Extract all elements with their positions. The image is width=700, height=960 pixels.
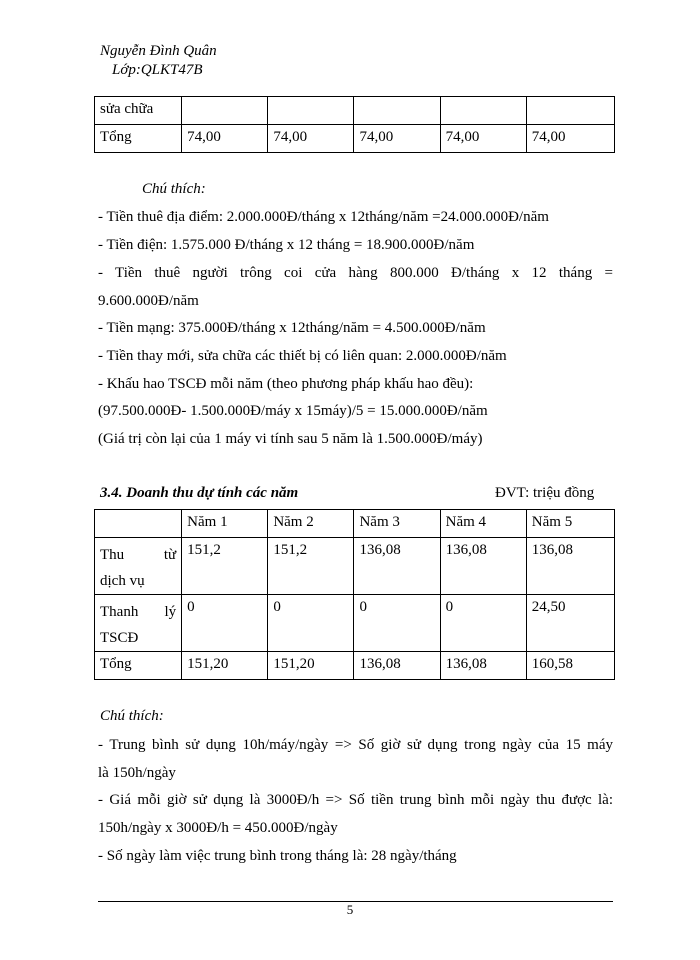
table-cell: 151,2 xyxy=(268,538,354,595)
table-cell: 136,08 xyxy=(354,538,440,595)
note-line: 150h/ngày x 3000Đ/h = 450.000Đ/ngày xyxy=(98,820,338,836)
row-label-part: Thu xyxy=(100,547,125,563)
note-line: - Khấu hao TSCĐ mỗi năm (theo phương pháp khấu hao đều): xyxy=(98,376,474,392)
section-title: 3.4. Doanh thu dự tính các năm xyxy=(100,485,299,501)
row-label-part: TSCĐ xyxy=(100,630,139,646)
cost-table xyxy=(94,96,615,153)
table-cell: 74,00 xyxy=(526,125,614,153)
table-cell: 136,08 xyxy=(440,538,526,595)
column-header: Năm 1 xyxy=(182,510,268,538)
column-header: Năm 3 xyxy=(354,510,440,538)
table-row xyxy=(95,652,615,680)
note-line: - Tiền thuê địa điểm: 2.000.000Đ/tháng x 12tháng/năm =24.000.000Đ/năm xyxy=(98,209,549,225)
table-cell: 74,00 xyxy=(440,125,526,153)
table-cell: 0 xyxy=(182,595,268,652)
author-name: Nguyễn Đình Quân xyxy=(100,43,217,59)
table-cell xyxy=(526,97,614,125)
table-cell: 0 xyxy=(440,595,526,652)
table-cell xyxy=(440,97,526,125)
unit-label: ĐVT: triệu đồng xyxy=(495,485,595,501)
row-label: Tổng xyxy=(95,652,182,680)
note-line: (97.500.000Đ- 1.500.000Đ/máy x 15máy)/5 = 15.000.000Đ/năm xyxy=(98,403,488,419)
table-cell xyxy=(182,97,268,125)
notes-title: Chú thích: xyxy=(142,181,206,197)
note-line: - Tiền mạng: 375.000Đ/tháng x 12tháng/năm = 4.500.000Đ/năm xyxy=(98,320,486,336)
table-cell: 136,08 xyxy=(526,538,614,595)
note-line: - Tiền điện: 1.575.000 Đ/tháng x 12 tháng = 18.900.000Đ/năm xyxy=(98,237,475,253)
row-label: sửa chữa xyxy=(95,97,182,125)
row-label: Tổng xyxy=(95,125,182,153)
author-class: Lớp:QLKT47B xyxy=(112,62,203,78)
table-cell: 74,00 xyxy=(182,125,268,153)
note-line: (Giá trị còn lại của 1 máy vi tính sau 5 năm là 1.500.000Đ/máy) xyxy=(98,431,483,447)
note-line: - Tiền thuê người trông coi cửa hàng 800.000 Đ/tháng x 12 tháng = xyxy=(98,265,613,281)
table-cell: 0 xyxy=(354,595,440,652)
table-cell: 74,00 xyxy=(268,125,354,153)
table-cell xyxy=(354,97,440,125)
table-row xyxy=(95,97,615,125)
table-row xyxy=(95,125,615,153)
note-line: 9.600.000Đ/năm xyxy=(98,293,199,309)
table-cell: 136,08 xyxy=(440,652,526,680)
table-row xyxy=(95,538,615,595)
table-cell: 0 xyxy=(268,595,354,652)
table-cell: 151,20 xyxy=(268,652,354,680)
table-cell: 160,58 xyxy=(526,652,614,680)
revenue-table xyxy=(94,509,615,680)
row-label-part: dịch vụ xyxy=(100,573,145,589)
note-line: - Số ngày làm việc trung bình trong tháng là: 28 ngày/tháng xyxy=(98,848,457,864)
row-label-part: Thanh xyxy=(100,604,139,620)
note-line: - Giá mỗi giờ sử dụng là 3000Đ/h => Số tiền trung bình mỗi ngày thu được là: xyxy=(98,792,613,808)
row-label xyxy=(95,595,182,652)
row-label xyxy=(95,538,182,595)
notes-title: Chú thích: xyxy=(100,708,164,724)
table-cell: 136,08 xyxy=(354,652,440,680)
table-cell xyxy=(268,97,354,125)
column-header xyxy=(95,510,182,538)
table-cell: 24,50 xyxy=(526,595,614,652)
note-line: - Tiền thay mới, sửa chữa các thiết bị có liên quan: 2.000.000Đ/năm xyxy=(98,348,507,364)
column-header: Năm 4 xyxy=(440,510,526,538)
note-line: - Trung bình sử dụng 10h/máy/ngày => Số giờ sử dụng trong ngày của 15 máy xyxy=(98,737,613,753)
page-number: 5 xyxy=(346,902,354,917)
table-cell: 151,20 xyxy=(182,652,268,680)
table-header-row xyxy=(95,510,615,538)
row-label-part: lý xyxy=(164,604,177,620)
table-row xyxy=(95,595,615,652)
table-cell: 74,00 xyxy=(354,125,440,153)
column-header: Năm 2 xyxy=(268,510,354,538)
note-line: là 150h/ngày xyxy=(98,765,176,781)
row-label-part: từ xyxy=(163,547,177,563)
table-cell: 151,2 xyxy=(182,538,268,595)
column-header: Năm 5 xyxy=(526,510,614,538)
